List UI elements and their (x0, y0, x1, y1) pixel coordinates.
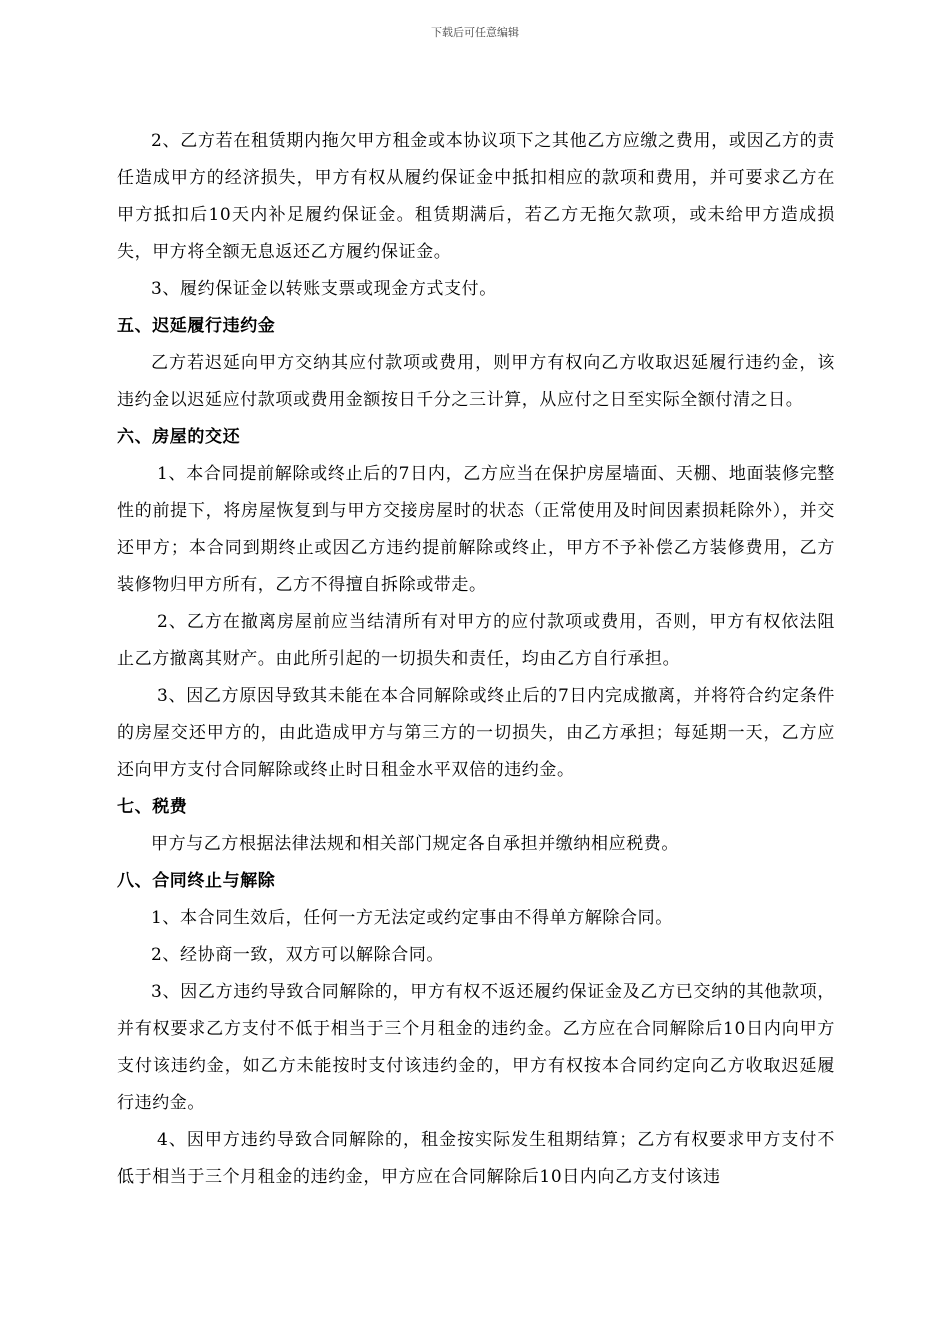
paragraph-termination-3: 3、因乙方违约导致合同解除的，甲方有权不返还履约保证金及乙方已交纳的其他款项，并有权要求乙方支付不低于相当于三个月租金的违约金。乙方应在合同解除后10日内向甲方支付该违约金，如乙方未能按时支付该违约金的，甲方有权按本合同约定向乙方收取迟延履行违约金。 (117, 982, 835, 1113)
paragraph-return-3: 3、因乙方原因导致其未能在本合同解除或终止后的7日内完成撤离，并将符合约定条件的房屋交还甲方的，由此造成甲方与第三方的一切损失，由乙方承担；每延期一天，乙方应还向甲方支付合同解除或终止时日租金水平双倍的违约金。 (117, 686, 835, 780)
section-heading-return-premises: 六、房屋的交还 (117, 427, 241, 447)
paragraph-return-1: 1、本合同提前解除或终止后的7日内，乙方应当在保护房屋墙面、天棚、地面装修完整性的前提下，将房屋恢复到与甲方交接房屋时的状态（正常使用及时间因素损耗除外），并交还甲方；本合同到期终止或因乙方违约提前解除或终止，甲方不予补偿乙方装修费用，乙方装修物归甲方所有，乙方不得擅自拆除或带走。 (117, 464, 835, 595)
paragraph-termination-2: 2、经协商一致，双方可以解除合同。 (151, 945, 445, 965)
section-heading-late-penalty: 五、迟延履行违约金 (117, 316, 276, 336)
paragraph-return-2: 2、乙方在撤离房屋前应当结清所有对甲方的应付款项或费用，否则，甲方有权依法阻止乙方撤离其财产。由此所引起的一切损失和责任，均由乙方自行承担。 (117, 612, 835, 669)
paragraph-termination-1: 1、本合同生效后，任何一方无法定或约定事由不得单方解除合同。 (151, 908, 673, 928)
section-heading-termination: 八、合同终止与解除 (117, 871, 276, 891)
paragraph-deposit-deduction: 2、乙方若在租赁期内拖欠甲方租金或本协议项下之其他乙方应缴之费用，或因乙方的责任造成甲方的经济损失，甲方有权从履约保证金中抵扣相应的款项和费用，并可要求乙方在甲方抵扣后10天内补足履约保证金。租赁期满后，若乙方无拖欠款项，或未给甲方造成损失，甲方将全额无息返还乙方履约保证金。 (117, 131, 835, 262)
document-body (117, 123, 835, 1196)
paragraph-taxes: 甲方与乙方根据法律法规和相关部门规定各自承担并缴纳相应税费。 (151, 834, 679, 854)
paragraph-deposit-payment: 3、履约保证金以转账支票或现金方式支付。 (151, 279, 497, 299)
section-heading-taxes: 七、税费 (117, 797, 188, 817)
page-header: 下载后可任意编辑 (431, 26, 519, 39)
paragraph-termination-4: 4、因甲方违约导致合同解除的，租金按实际发生租期结算；乙方有权要求甲方支付不低于相当于三个月租金的违约金，甲方应在合同解除后10日内向乙方支付该违 (117, 1130, 835, 1187)
paragraph-late-penalty: 乙方若迟延向甲方交纳其应付款项或费用，则甲方有权向乙方收取迟延履行违约金，该违约金以迟延应付款项或费用金额按日千分之三计算，从应付之日至实际全额付清之日。 (117, 353, 835, 410)
